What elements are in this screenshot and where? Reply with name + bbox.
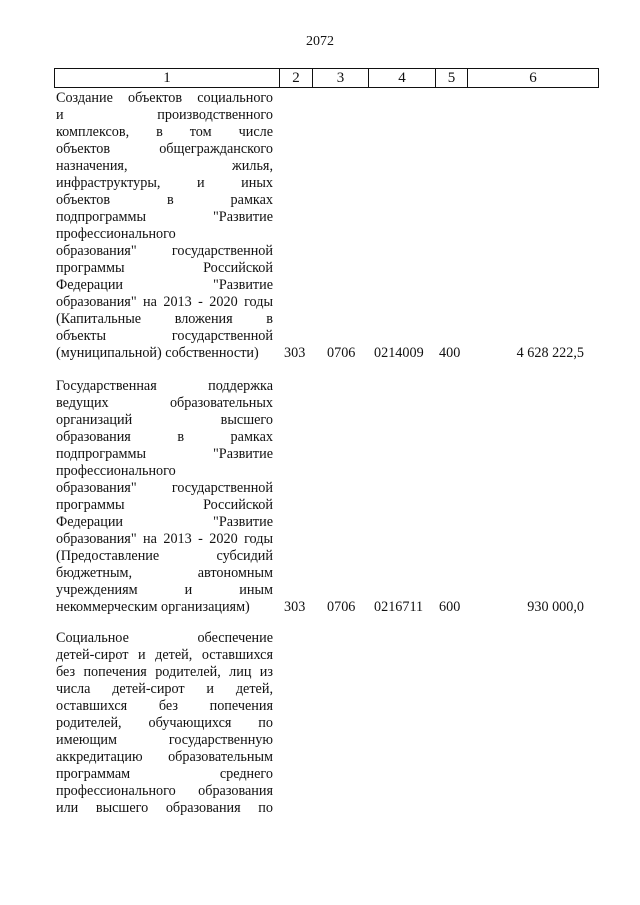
description-line: профессионального образования (56, 783, 273, 799)
description-line: комплексов, в том числе (56, 124, 273, 140)
description-line: объекты государственной (56, 328, 273, 344)
description-line: программы Российской (56, 497, 273, 513)
description-line: оставшихся без попечения (56, 698, 273, 714)
description-line: без попечения родителей, лиц из (56, 664, 273, 680)
description-line: и производственного (56, 107, 273, 123)
value-col4: 0214009 (374, 345, 424, 361)
row-description (56, 630, 273, 817)
description-line: (Предоставление субсидий (56, 548, 273, 564)
description-line: образования" государственной (56, 480, 273, 496)
column-header-2: 2 (280, 69, 313, 88)
description-line: назначения, жилья, (56, 158, 273, 174)
description-line: или высшего образования по (56, 800, 273, 816)
description-line: программам среднего (56, 766, 273, 782)
description-line: организаций высшего (56, 412, 273, 428)
column-header-6: 6 (468, 69, 599, 88)
value-col2: 303 (284, 345, 306, 361)
column-header-5: 5 (436, 69, 468, 88)
table-row (56, 630, 588, 820)
description-line: аккредитацию образовательным (56, 749, 273, 765)
description-line: (муниципальной) собственности) (56, 345, 259, 361)
description-line: профессионального (56, 463, 176, 479)
row-description (56, 90, 273, 362)
column-header-table (54, 68, 599, 88)
description-line: некоммерческим организациям) (56, 599, 250, 615)
page-number: 2072 (306, 34, 334, 49)
description-line: бюджетным, автономным (56, 565, 273, 581)
description-line: родителей, обучающихся по (56, 715, 273, 731)
description-line: Государственная поддержка (56, 378, 273, 394)
column-header-3: 3 (313, 69, 369, 88)
description-line: Федерации "Развитие (56, 514, 273, 530)
column-header-4: 4 (369, 69, 436, 88)
description-line: профессионального (56, 226, 176, 242)
description-line: детей-сирот и детей, оставшихся (56, 647, 273, 663)
description-line: программы Российской (56, 260, 273, 276)
description-line: учреждениям и иным (56, 582, 273, 598)
description-line: (Капитальные вложения в (56, 311, 273, 327)
value-col4: 0216711 (374, 599, 424, 615)
description-line: подпрограммы "Развитие (56, 209, 273, 225)
description-line: подпрограммы "Развитие (56, 446, 273, 462)
description-line: инфраструктуры, и иных (56, 175, 273, 191)
value-col3: 0706 (327, 345, 356, 361)
description-line: Федерации "Развитие (56, 277, 273, 293)
table-row (56, 90, 588, 365)
description-line: имеющим государственную (56, 732, 273, 748)
description-line: образования" на 2013 - 2020 годы (56, 294, 273, 310)
description-line: образования" государственной (56, 243, 273, 259)
value-col3: 0706 (327, 599, 356, 615)
column-header-row (55, 69, 599, 88)
value-col2: 303 (284, 599, 306, 615)
value-col5: 400 (439, 345, 461, 361)
value-col6: 4 628 222,5 (516, 345, 584, 361)
table-row (56, 378, 588, 618)
row-description (56, 378, 273, 616)
column-header-1: 1 (55, 69, 280, 88)
value-col6: 930 000,0 (527, 599, 584, 615)
description-line: Создание объектов социального (56, 90, 273, 106)
description-line: образования" на 2013 - 2020 годы (56, 531, 273, 547)
description-line: объектов общегражданского (56, 141, 273, 157)
description-line: образования в рамках (56, 429, 273, 445)
description-line: объектов в рамках (56, 192, 273, 208)
description-line: числа детей-сирот и детей, (56, 681, 273, 697)
description-line: Социальное обеспечение (56, 630, 273, 646)
value-col5: 600 (439, 599, 461, 615)
description-line: ведущих образовательных (56, 395, 273, 411)
